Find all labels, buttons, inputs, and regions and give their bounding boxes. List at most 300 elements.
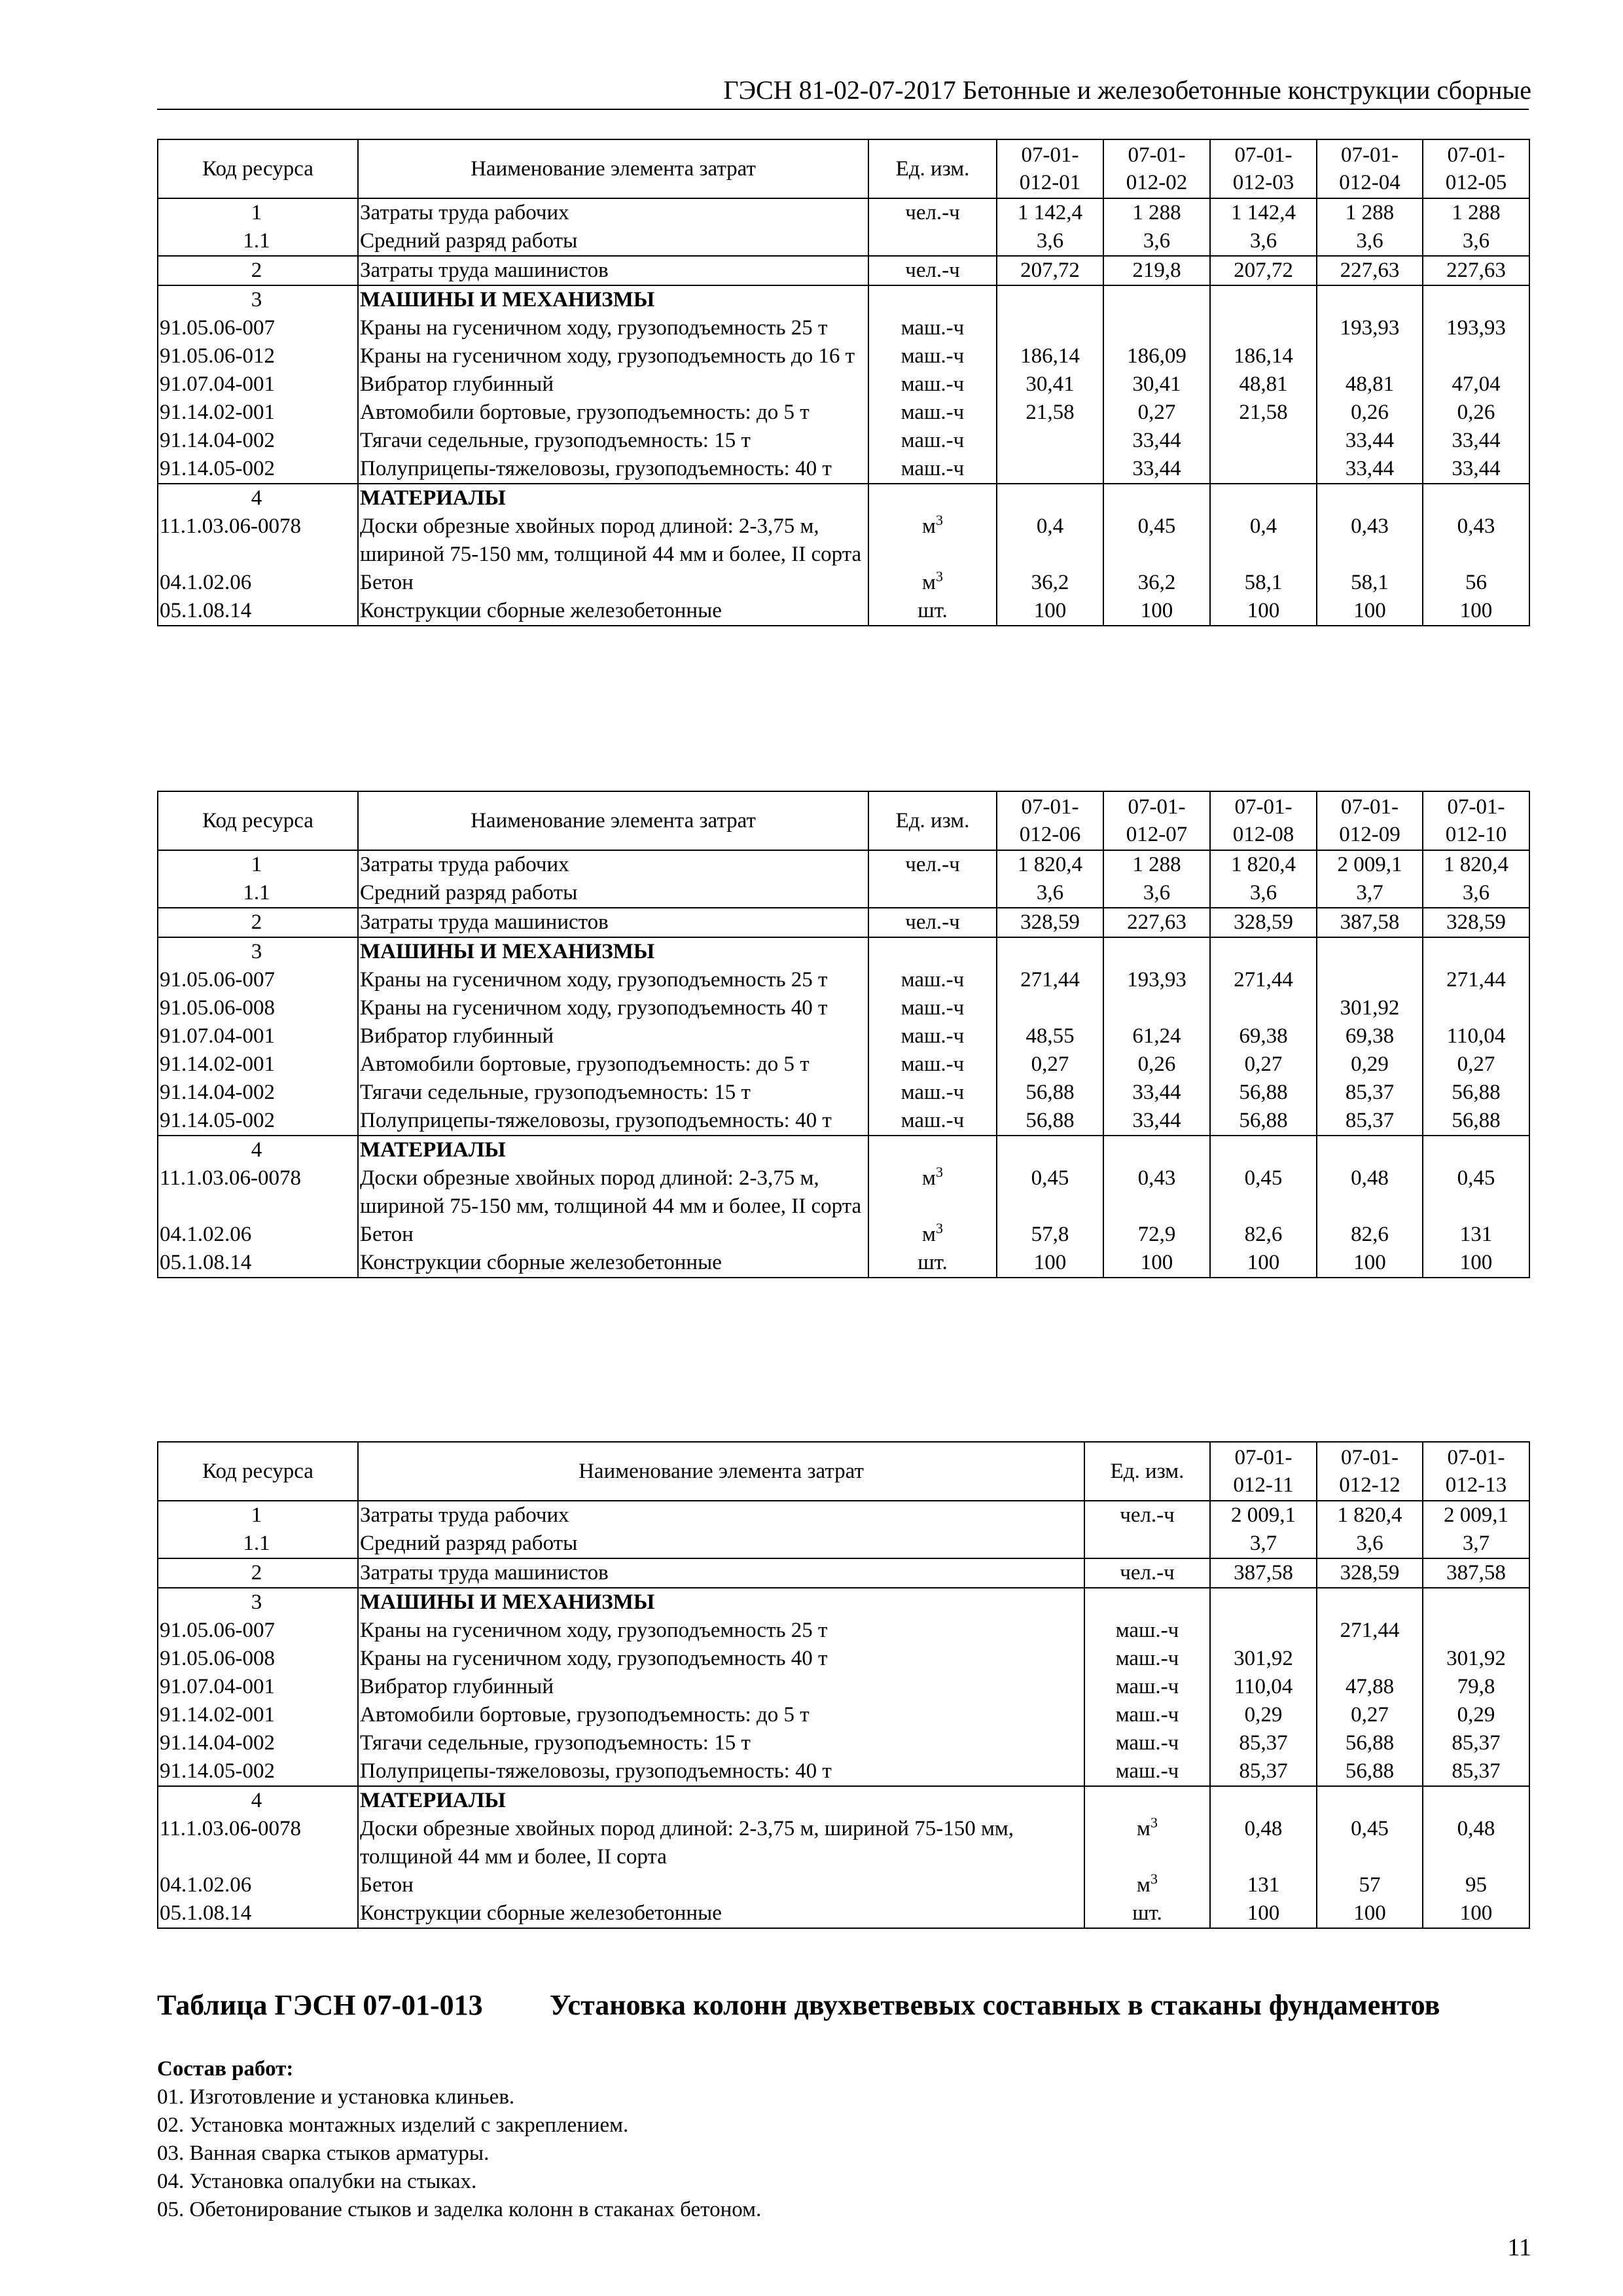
- value-cell: 186,09: [1103, 342, 1210, 370]
- resource-code: 3: [158, 937, 358, 966]
- value-cell: 1 820,4: [1423, 850, 1529, 879]
- value-cell: 36,2: [1103, 569, 1210, 597]
- table-row: [158, 1530, 1529, 1558]
- table-row: [158, 879, 1529, 908]
- value-cell: 61,24: [1103, 1022, 1210, 1050]
- cost-element-name: Конструкции сборные железобетонные: [358, 597, 868, 626]
- unit-label: шт.: [918, 599, 948, 622]
- unit-label: маш.-ч: [901, 1052, 965, 1076]
- unit-cell: [868, 455, 997, 484]
- table-row: [158, 597, 1529, 626]
- cost-element-name: Конструкции сборные железобетонные: [358, 1249, 868, 1278]
- value-cell: 30,41: [997, 370, 1103, 399]
- cost-element-name: Краны на гусеничном ходу, грузоподъемность 25 т: [358, 966, 868, 994]
- value-cell: 271,44: [1423, 966, 1529, 994]
- table-row: [158, 966, 1529, 994]
- value-cell: 328,59: [997, 908, 1103, 937]
- value-cell: 56,88: [1210, 1107, 1317, 1136]
- value-cell: 0,26: [1423, 399, 1529, 427]
- unit-cell: [1084, 1530, 1210, 1558]
- value-cell: 207,72: [1210, 256, 1317, 285]
- value-cell: [1210, 1136, 1317, 1164]
- table-row: [158, 1249, 1529, 1278]
- cost-element-name: Тягачи седельные, грузоподъемность: 15 т: [358, 1729, 1084, 1757]
- works-item: 02. Установка монтажных изделий с закреплением.: [157, 2113, 629, 2137]
- value-cell: [1103, 937, 1210, 966]
- value-cell: 0,26: [1103, 1050, 1210, 1079]
- table-body: [158, 850, 1529, 1278]
- table-row: [158, 569, 1529, 597]
- table-row: [158, 1645, 1529, 1673]
- value-cell: 0,45: [997, 1164, 1103, 1221]
- value-cell: 58,1: [1210, 569, 1317, 597]
- unit-label: маш.-ч: [901, 429, 965, 452]
- value-cell: 3,6: [1423, 227, 1529, 256]
- value-cell: 0,27: [997, 1050, 1103, 1079]
- resource-code: 11.1.03.06-0078: [158, 1164, 358, 1221]
- unit-label: маш.-ч: [1115, 1703, 1179, 1727]
- table-row: [158, 1871, 1529, 1899]
- table-row: [158, 1757, 1529, 1786]
- value-cell: 33,44: [1103, 427, 1210, 455]
- unit-label: маш.-ч: [901, 1081, 965, 1104]
- header-col-1: 07-01- 012-06: [997, 791, 1103, 850]
- unit-cell: [868, 399, 997, 427]
- unit-label: шт.: [918, 1251, 948, 1274]
- header-col-5: 07-01- 012-10: [1423, 791, 1529, 850]
- value-cell: 0,26: [1317, 399, 1423, 427]
- header-name: Наименование элемента затрат: [358, 791, 868, 850]
- value-cell: 56,88: [1317, 1757, 1423, 1786]
- table-row: [158, 1022, 1529, 1050]
- unit-cell: [1084, 1558, 1210, 1588]
- header-col-3: 07-01- 012-08: [1210, 791, 1317, 850]
- header-name: Наименование элемента затрат: [358, 1442, 1084, 1501]
- unit-cell: [1084, 1701, 1210, 1729]
- value-cell: 0,29: [1423, 1701, 1529, 1729]
- resource-code: 91.05.06-008: [158, 1645, 358, 1673]
- value-cell: 1 142,4: [997, 198, 1103, 227]
- table-row: [158, 937, 1529, 966]
- header-col-2: 07-01- 012-02: [1103, 139, 1210, 198]
- value-cell: 100: [1103, 597, 1210, 626]
- value-cell: [1210, 1786, 1317, 1815]
- unit-exponent: 3: [1150, 1814, 1158, 1831]
- value-cell: [1210, 994, 1317, 1022]
- unit-exponent: 3: [935, 1164, 943, 1180]
- value-cell: 193,93: [1103, 966, 1210, 994]
- table-row: [158, 1164, 1529, 1221]
- value-cell: 100: [1210, 1899, 1317, 1928]
- value-cell: [1210, 1617, 1317, 1645]
- value-cell: 58,1: [1317, 569, 1423, 597]
- value-cell: 301,92: [1210, 1645, 1317, 1673]
- value-cell: 3,6: [1317, 1530, 1423, 1558]
- table-row: [158, 1701, 1529, 1729]
- value-cell: 100: [1317, 1899, 1423, 1928]
- resource-code: 91.14.04-002: [158, 427, 358, 455]
- cost-element-name: Бетон: [358, 569, 868, 597]
- table-row: [158, 1617, 1529, 1645]
- value-cell: [1210, 1588, 1317, 1617]
- table-name: Установка колонн двухветвевых составных в стаканы фундаментов: [550, 1989, 1440, 2021]
- resource-code: 91.14.04-002: [158, 1729, 358, 1757]
- table-row: [158, 1729, 1529, 1757]
- value-cell: 85,37: [1317, 1107, 1423, 1136]
- value-cell: 0,45: [1210, 1164, 1317, 1221]
- value-cell: [1423, 285, 1529, 314]
- value-cell: [1210, 285, 1317, 314]
- value-cell: [1210, 427, 1317, 455]
- resource-code: 04.1.02.06: [158, 1871, 358, 1899]
- unit-cell: [1084, 1729, 1210, 1757]
- unit-label: чел.-ч: [1120, 1561, 1175, 1585]
- value-cell: [1317, 484, 1423, 512]
- resource-code: 04.1.02.06: [158, 1221, 358, 1249]
- value-cell: [1210, 455, 1317, 484]
- resource-code: 91.14.05-002: [158, 1757, 358, 1786]
- resource-code: 11.1.03.06-0078: [158, 1815, 358, 1871]
- value-cell: 0,4: [997, 512, 1103, 569]
- table-row: [158, 1501, 1529, 1530]
- value-cell: 2 009,1: [1423, 1501, 1529, 1530]
- running-header: ГЭСН 81-02-07-2017 Бетонные и железобетонные конструкции сборные: [723, 75, 1531, 105]
- resource-code: 1: [158, 1501, 358, 1530]
- cost-element-name: Вибратор глубинный: [358, 1673, 1084, 1701]
- header-unit: Ед. изм.: [1084, 1442, 1210, 1501]
- header-col-1: 07-01- 012-11: [1210, 1442, 1317, 1501]
- table-row: [158, 1899, 1529, 1928]
- unit-cell: [868, 569, 997, 597]
- unit-cell: [868, 597, 997, 626]
- value-cell: 100: [1423, 1899, 1529, 1928]
- table-row: [158, 994, 1529, 1022]
- value-cell: 100: [1210, 1249, 1317, 1278]
- unit-cell: [1084, 1815, 1210, 1871]
- value-cell: 56: [1423, 569, 1529, 597]
- value-cell: 33,44: [1103, 1079, 1210, 1107]
- table-row: [158, 1221, 1529, 1249]
- value-cell: 110,04: [1423, 1022, 1529, 1050]
- unit-label: м: [922, 571, 936, 594]
- cost-element-name: Краны на гусеничном ходу, грузоподъемность 40 т: [358, 994, 868, 1022]
- value-cell: 328,59: [1210, 908, 1317, 937]
- table-row: [158, 399, 1529, 427]
- unit-label: маш.-ч: [1115, 1759, 1179, 1783]
- value-cell: [1423, 342, 1529, 370]
- value-cell: 301,92: [1423, 1645, 1529, 1673]
- resource-code: 05.1.08.14: [158, 1899, 358, 1928]
- resource-code: 2: [158, 908, 358, 937]
- value-cell: 0,43: [1317, 512, 1423, 569]
- value-cell: 21,58: [1210, 399, 1317, 427]
- unit-label: маш.-ч: [901, 401, 965, 424]
- value-cell: 3,6: [997, 879, 1103, 908]
- cost-element-name: Полуприцепы-тяжеловозы, грузоподъемность: 40 т: [358, 1757, 1084, 1786]
- unit-label: маш.-ч: [1115, 1647, 1179, 1670]
- value-cell: 387,58: [1423, 1558, 1529, 1588]
- table-body: [158, 1501, 1529, 1928]
- value-cell: [997, 484, 1103, 512]
- unit-label: маш.-ч: [1115, 1731, 1179, 1755]
- value-cell: 1 820,4: [997, 850, 1103, 879]
- resource-code: 1: [158, 850, 358, 879]
- unit-cell: [1084, 1645, 1210, 1673]
- value-cell: 47,88: [1317, 1673, 1423, 1701]
- cost-element-name: Средний разряд работы: [358, 879, 868, 908]
- table-row: [158, 1107, 1529, 1136]
- table-row: [158, 227, 1529, 256]
- cost-element-name: Полуприцепы-тяжеловозы, грузоподъемность: 40 т: [358, 455, 868, 484]
- works-title: Состав работ:: [157, 2057, 294, 2081]
- value-cell: 227,63: [1423, 256, 1529, 285]
- works-composition: [157, 2055, 761, 2224]
- value-cell: [1103, 994, 1210, 1022]
- header-col-4: 07-01- 012-04: [1317, 139, 1423, 198]
- value-cell: 3,7: [1423, 1530, 1529, 1558]
- value-cell: 56,88: [997, 1079, 1103, 1107]
- unit-label: чел.-ч: [905, 910, 960, 934]
- table-row: [158, 1558, 1529, 1588]
- unit-cell: [1084, 1673, 1210, 1701]
- resource-code: 91.14.05-002: [158, 1107, 358, 1136]
- table-row: [158, 484, 1529, 512]
- resource-code: 91.07.04-001: [158, 1022, 358, 1050]
- cost-element-name: Краны на гусеничном ходу, грузоподъемность 25 т: [358, 314, 868, 342]
- value-cell: 0,45: [1317, 1815, 1423, 1871]
- value-cell: 100: [1210, 597, 1317, 626]
- unit-cell: [868, 285, 997, 314]
- resource-code: 1: [158, 198, 358, 227]
- unit-label: маш.-ч: [1115, 1675, 1179, 1698]
- value-cell: 0,48: [1210, 1815, 1317, 1871]
- value-cell: 3,6: [1423, 879, 1529, 908]
- value-cell: [1423, 994, 1529, 1022]
- table-row: [158, 342, 1529, 370]
- value-cell: 131: [1210, 1871, 1317, 1899]
- cost-element-name: Доски обрезные хвойных пород длиной: 2-3,75 м, шириной 75-150 мм, толщиной 44 мм и более, II сорта: [358, 512, 868, 569]
- unit-cell: [868, 1249, 997, 1278]
- value-cell: [1423, 1617, 1529, 1645]
- value-cell: 1 288: [1103, 198, 1210, 227]
- value-cell: 69,38: [1210, 1022, 1317, 1050]
- value-cell: 227,63: [1103, 908, 1210, 937]
- resource-code: 3: [158, 285, 358, 314]
- value-cell: 1 288: [1103, 850, 1210, 879]
- value-cell: [1423, 937, 1529, 966]
- cost-element-name: Тягачи седельные, грузоподъемность: 15 т: [358, 427, 868, 455]
- value-cell: 82,6: [1210, 1221, 1317, 1249]
- value-cell: 100: [1317, 1249, 1423, 1278]
- value-cell: 0,27: [1423, 1050, 1529, 1079]
- cost-element-name: Затраты труда машинистов: [358, 256, 868, 285]
- value-cell: 85,37: [1423, 1729, 1529, 1757]
- value-cell: [1103, 1136, 1210, 1164]
- resource-code: 1.1: [158, 227, 358, 256]
- cost-element-name: Полуприцепы-тяжеловозы, грузоподъемность: 40 т: [358, 1107, 868, 1136]
- header-col-2: 07-01- 012-12: [1317, 1442, 1423, 1501]
- cost-element-name: Затраты труда рабочих: [358, 850, 868, 879]
- table-row: [158, 1786, 1529, 1815]
- value-cell: 36,2: [997, 569, 1103, 597]
- table-row: [158, 512, 1529, 569]
- unit-label: маш.-ч: [1115, 1619, 1179, 1642]
- unit-label: шт.: [1132, 1901, 1162, 1925]
- cost-element-name: Краны на гусеничном ходу, грузоподъемность до 16 т: [358, 342, 868, 370]
- unit-cell: [1084, 1588, 1210, 1617]
- value-cell: 0,45: [1103, 512, 1210, 569]
- works-item: 05. Обетонирование стыков и заделка колонн в стаканах бетоном.: [157, 2198, 762, 2221]
- header-col-3: 07-01- 012-13: [1423, 1442, 1529, 1501]
- unit-label: маш.-ч: [901, 372, 965, 396]
- value-cell: 193,93: [1317, 314, 1423, 342]
- resource-table-3: [157, 1441, 1530, 1929]
- value-cell: 0,45: [1423, 1164, 1529, 1221]
- value-cell: 85,37: [1317, 1079, 1423, 1107]
- section-heading: МАШИНЫ И МЕХАНИЗМЫ: [358, 937, 868, 966]
- value-cell: 0,29: [1317, 1050, 1423, 1079]
- value-cell: 227,63: [1317, 256, 1423, 285]
- unit-label: чел.-ч: [1120, 1503, 1175, 1527]
- value-cell: 100: [997, 597, 1103, 626]
- header-code: Код ресурса: [158, 1442, 358, 1501]
- value-cell: 85,37: [1210, 1757, 1317, 1786]
- resource-code: 4: [158, 1136, 358, 1164]
- value-cell: [1210, 314, 1317, 342]
- unit-exponent: 3: [1150, 1871, 1158, 1887]
- value-cell: [1317, 966, 1423, 994]
- table-body: [158, 198, 1529, 626]
- unit-label: м: [1137, 1873, 1150, 1897]
- value-cell: 3,7: [1317, 879, 1423, 908]
- value-cell: 0,4: [1210, 512, 1317, 569]
- resource-code: 2: [158, 256, 358, 285]
- unit-cell: [868, 427, 997, 455]
- value-cell: [997, 427, 1103, 455]
- value-cell: 3,6: [997, 227, 1103, 256]
- resource-table-1: [157, 139, 1530, 626]
- value-cell: [1423, 1786, 1529, 1815]
- resource-code: 11.1.03.06-0078: [158, 512, 358, 569]
- cost-element-name: Тягачи седельные, грузоподъемность: 15 т: [358, 1079, 868, 1107]
- cost-element-name: Вибратор глубинный: [358, 370, 868, 399]
- value-cell: 271,44: [1317, 1617, 1423, 1645]
- value-cell: [1317, 937, 1423, 966]
- section-heading: МАТЕРИАЛЫ: [358, 1786, 1084, 1815]
- resource-code: 91.14.02-001: [158, 1050, 358, 1079]
- section-heading: МАШИНЫ И МЕХАНИЗМЫ: [358, 285, 868, 314]
- table-row: [158, 1588, 1529, 1617]
- value-cell: [1103, 285, 1210, 314]
- header-col-1: 07-01- 012-01: [997, 139, 1103, 198]
- works-item: 04. Установка опалубки на стыках.: [157, 2170, 477, 2193]
- table-row: [158, 370, 1529, 399]
- value-cell: 48,81: [1210, 370, 1317, 399]
- cost-element-name: Автомобили бортовые, грузоподъемность: до 5 т: [358, 1050, 868, 1079]
- resource-code: 91.07.04-001: [158, 370, 358, 399]
- section-heading: МАШИНЫ И МЕХАНИЗМЫ: [358, 1588, 1084, 1617]
- unit-cell: [868, 966, 997, 994]
- works-item: 01. Изготовление и установка клиньев.: [157, 2085, 515, 2109]
- value-cell: 207,72: [997, 256, 1103, 285]
- unit-cell: [868, 1079, 997, 1107]
- table-row: [158, 455, 1529, 484]
- value-cell: [1317, 342, 1423, 370]
- value-cell: [1423, 1136, 1529, 1164]
- value-cell: 56,88: [1423, 1079, 1529, 1107]
- value-cell: 3,6: [1317, 227, 1423, 256]
- unit-label: м: [922, 514, 936, 538]
- value-cell: [997, 994, 1103, 1022]
- value-cell: 100: [1423, 597, 1529, 626]
- value-cell: 100: [1103, 1249, 1210, 1278]
- cost-element-name: Автомобили бортовые, грузоподъемность: до 5 т: [358, 1701, 1084, 1729]
- value-cell: 1 820,4: [1210, 850, 1317, 879]
- resource-code: 4: [158, 1786, 358, 1815]
- table-title: [157, 1988, 1440, 2022]
- unit-label: маш.-ч: [901, 344, 965, 368]
- unit-cell: [868, 850, 997, 879]
- unit-cell: [868, 227, 997, 256]
- table-row: [158, 908, 1529, 937]
- value-cell: 33,44: [1103, 1107, 1210, 1136]
- table-row: [158, 850, 1529, 879]
- value-cell: 1 142,4: [1210, 198, 1317, 227]
- resource-code: 05.1.08.14: [158, 1249, 358, 1278]
- value-cell: 100: [1317, 597, 1423, 626]
- resource-code: 91.05.06-007: [158, 314, 358, 342]
- value-cell: 301,92: [1317, 994, 1423, 1022]
- header-code: Код ресурса: [158, 791, 358, 850]
- cost-element-name: Затраты труда машинистов: [358, 1558, 1084, 1588]
- unit-cell: [868, 1164, 997, 1221]
- table-row: [158, 1079, 1529, 1107]
- unit-cell: [868, 908, 997, 937]
- header-col-2: 07-01- 012-07: [1103, 791, 1210, 850]
- resource-code: 05.1.08.14: [158, 597, 358, 626]
- unit-exponent: 3: [935, 512, 943, 528]
- unit-cell: [868, 937, 997, 966]
- value-cell: 0,27: [1210, 1050, 1317, 1079]
- unit-label: маш.-ч: [901, 968, 965, 992]
- table-row: [158, 256, 1529, 285]
- unit-cell: [1084, 1871, 1210, 1899]
- unit-cell: [868, 484, 997, 512]
- cost-element-name: Средний разряд работы: [358, 227, 868, 256]
- table-code: Таблица ГЭСН 07-01-013: [157, 1989, 483, 2021]
- header-code: Код ресурса: [158, 139, 358, 198]
- value-cell: 21,58: [997, 399, 1103, 427]
- table-row: [158, 1815, 1529, 1871]
- cost-element-name: Доски обрезные хвойных пород длиной: 2-3,75 м, шириной 75-150 мм, толщиной 44 мм и более, II сорта: [358, 1164, 868, 1221]
- table-row: [158, 285, 1529, 314]
- header-col-5: 07-01- 012-05: [1423, 139, 1529, 198]
- unit-label: маш.-ч: [901, 457, 965, 480]
- value-cell: [997, 285, 1103, 314]
- value-cell: 3,6: [1210, 879, 1317, 908]
- table-row: [158, 314, 1529, 342]
- value-cell: 56,88: [1317, 1729, 1423, 1757]
- section-heading: МАТЕРИАЛЫ: [358, 1136, 868, 1164]
- unit-cell: [868, 370, 997, 399]
- resource-code: 4: [158, 484, 358, 512]
- value-cell: 1 288: [1423, 198, 1529, 227]
- value-cell: [1317, 1786, 1423, 1815]
- value-cell: [997, 314, 1103, 342]
- value-cell: 186,14: [1210, 342, 1317, 370]
- cost-element-name: Вибратор глубинный: [358, 1022, 868, 1050]
- value-cell: 56,88: [1423, 1107, 1529, 1136]
